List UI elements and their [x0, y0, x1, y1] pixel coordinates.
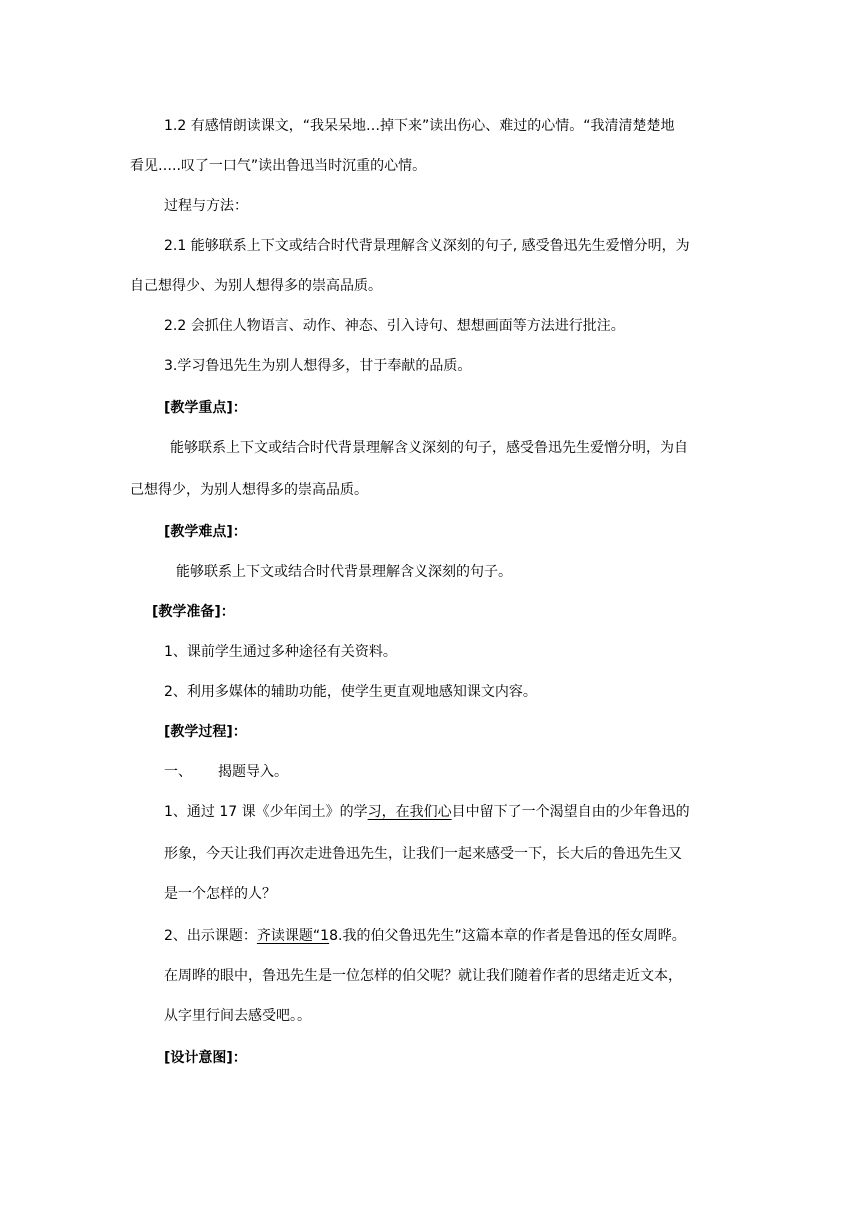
step-1-paragraph-2-line-3: 从字里行间去感受吧。。 [164, 1008, 311, 1024]
text-segment: 目中留下了一个渴望自由的少年鲁迅的 [451, 804, 690, 820]
teaching-key-heading: [教学重点]： [164, 400, 247, 416]
paragraph-2-1-line-2: 自己想得少、为别人想得多的崇高品质。 [130, 278, 382, 294]
step-1-paragraph-2-line-1 [164, 926, 686, 946]
text-segment: 2、出示课题： [164, 928, 257, 944]
process-method-heading: 过程与方法： [164, 198, 248, 214]
step-1-paragraph-1-line-2: 形象，今天让我们再次走进鲁迅先生，让我们一起来感受一下，长大后的鲁迅先生又 [164, 846, 682, 862]
step-1-title: 揭题导入。 [218, 764, 288, 780]
underlined-text: 齐读课题“1 [256, 928, 330, 944]
teaching-process-heading: [教学过程]： [164, 724, 247, 740]
paragraph-3: 3.学习鲁迅先生为别人想得多，甘于奉献的品质。 [164, 358, 472, 374]
step-1-paragraph-2-line-2: 在周晔的眼中，鲁迅先生是一位怎样的伯父呢？就让我们随着作者的思绪走近文本， [164, 968, 682, 984]
step-1-paragraph-1-line-1 [164, 802, 690, 822]
paragraph-1-2-line-1: 1.2 有感情朗读课文，“我呆呆地…掉下来”读出伤心、难过的心情。“我清清楚楚地 [164, 118, 675, 134]
text-segment: 8.我的伯父鲁迅先生”这篇本章的作者是鲁迅的侄女周晔。 [329, 928, 686, 944]
paragraph-2-2: 2.2 会抓住人物语言、动作、神态、引入诗句、想想画面等方法进行批注。 [164, 318, 625, 334]
teaching-key-line-2: 己想得少，为别人想得多的崇高品质。 [130, 482, 368, 498]
paragraph-2-1-line-1: 2.1 能够联系上下文或结合时代背景理解含义深刻的句子, 感受鲁迅先生爱憎分明，为 [164, 238, 690, 254]
teaching-difficulty-heading: [教学难点]： [164, 524, 247, 540]
preparation-item-1: 1、课前学生通过多种途径有关资料。 [164, 644, 397, 660]
design-intent-heading: [设计意图]： [164, 1050, 247, 1066]
underlined-text: 习，在我们心 [367, 804, 452, 820]
teaching-key-line-1: 能够联系上下文或结合时代背景理解含义深刻的句子，感受鲁迅先生爱憎分明，为自 [170, 440, 688, 456]
preparation-item-2: 2、利用多媒体的辅助功能，使学生更直观地感知课文内容。 [164, 684, 537, 700]
teaching-preparation-heading: [教学准备]： [152, 604, 235, 620]
text-segment: 1、通过 17 课《少年闰土》的学 [164, 804, 368, 820]
step-1-paragraph-1-line-3: 是一个怎样的人？ [164, 886, 276, 902]
step-1-heading [164, 762, 288, 782]
paragraph-1-2-line-2: 看见…..叹了一口气”读出鲁迅当时沉重的心情。 [130, 158, 427, 174]
teaching-difficulty-text: 能够联系上下文或结合时代背景理解含义深刻的句子。 [176, 564, 512, 580]
step-1-number: 一、 [164, 764, 192, 780]
